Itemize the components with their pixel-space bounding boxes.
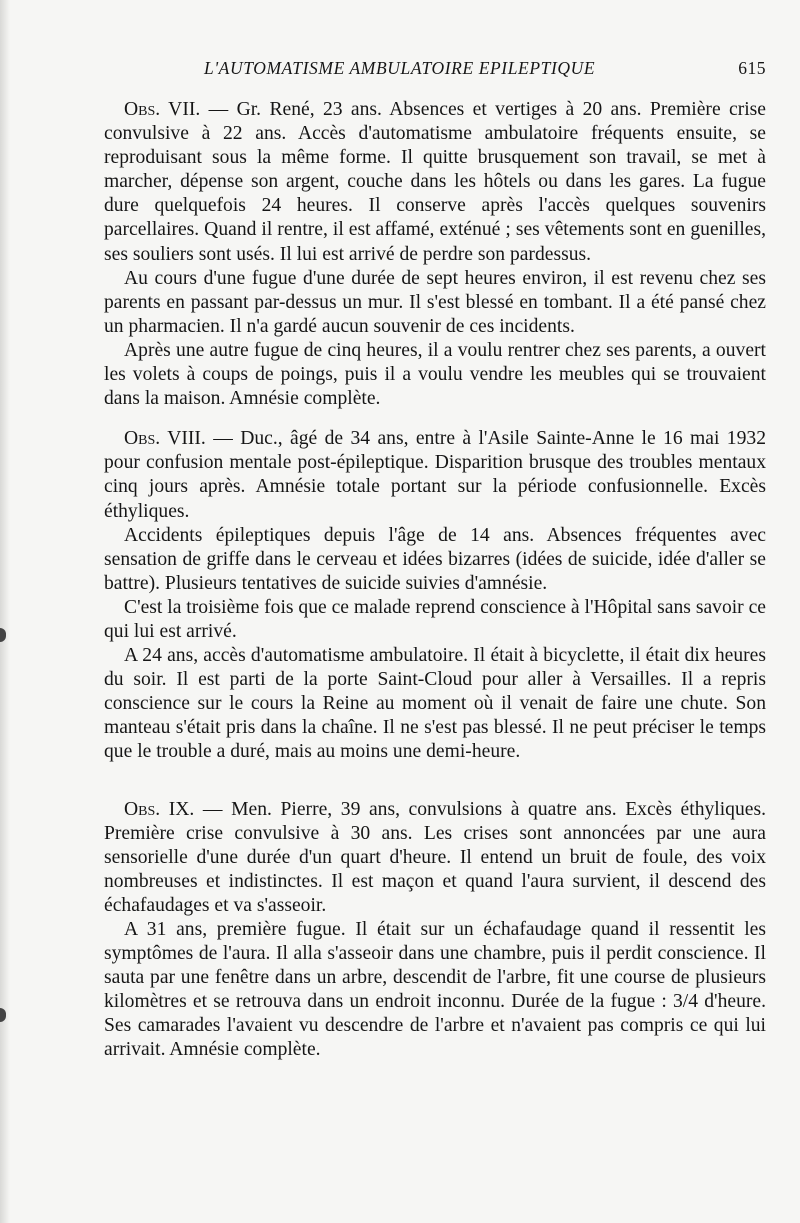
- paragraph-text: — Duc., âgé de 34 ans, entre à l'Asile Sainte-Anne le 16 mai 1932 pour confusion mentale post-épileptique. Disparition brusque des troubles mentaux cinq jours après. Amnésie totale portant sur la période confusionnelle. Excès éthyliques.: [104, 428, 766, 522]
- paragraph: Accidents épileptiques depuis l'âge de 14 ans. Absences fréquentes avec sensation de griffe dans le cerveau et idées bizarres (idées de suicide, idée d'aller se battre). Plusieurs tentatives de suicide suivies d'amnésie.: [104, 524, 766, 594]
- paragraph: A 31 ans, première fugue. Il était sur un échafaudage quand il ressentit les symptômes de l'aura. Il alla s'asseoir dans une chambre, puis il perdit conscience. Il sauta par une fenêtre dans un arbre, descendit de l'arbre, fit une course de plusieurs kilomètres et se retrouva dans un endroit inconnu. Durée de la fugue : 3/4 d'heure. Ses camarades l'avaient vu descendre de l'arbre et n'avaient pas compris ce qui lui arrivait. Amnésie complète.: [104, 919, 766, 1061]
- running-title: L'AUTOMATISME AMBULATOIRE EPILEPTIQUE: [204, 58, 596, 78]
- paragraph: C'est la troisième fois que ce malade reprend conscience à l'Hôpital sans savoir ce qui lui est arrivé.: [104, 596, 766, 642]
- paragraph-text: — Men. Pierre, 39 ans, convulsions à quatre ans. Excès éthyliques. Première crise convulsive à 30 ans. Les crises sont annoncées par une aura sensorielle d'une durée d'un quart d'heure. Il entend un bruit de foule, des voix nombreuses et indistinctes. Il est maçon et quand l'aura survient, il descend des échafaudages et va s'asseoir.: [104, 798, 766, 916]
- paragraph-text: — Gr. René, 23 ans. Absences et vertiges à 20 ans. Première crise convulsive à 22 ans. Accès d'automatisme ambulatoire fréquents ensuite, se reproduisant sous la même forme. Il quitte brusquement son travail, se met à marcher, dépense son argent, couche dans les hôtels ou dans les gares. La fugue dure quelquefois 24 heures. Il conserve après l'accès quelques souvenirs parcellaires. Quand il rentre, il est affamé, exténué ; ses vêtements sont en guenilles, ses souliers sont usés. Il lui est arrivé de perdre son pardessus.: [104, 99, 766, 265]
- section-gap: [104, 765, 766, 798]
- page-edge-shadow: [0, 0, 10, 1223]
- text-column: [104, 98, 766, 1063]
- paragraph: A 24 ans, accès d'automatisme ambulatoire. Il était à bicyclette, il était dix heures du soir. Il est parti de la porte Saint-Cloud pour aller à Versailles. Il a repris conscience sur le cours la Reine au moment où il venait de faire une chute. Son manteau s'était pris dans la chaîne. Il ne s'est pas blessé. Il ne peut préciser le temps que le trouble a duré, mais au moins une demi-heure.: [104, 645, 766, 763]
- page-header: [104, 58, 766, 84]
- paragraph: [104, 798, 766, 918]
- observation-label: Obs. VII.: [124, 99, 201, 120]
- paragraph: [104, 427, 766, 523]
- observation-label: Obs. VIII.: [124, 428, 206, 450]
- paragraph: Après une autre fugue de cinq heures, il a voulu rentrer chez ses parents, a ouvert les volets à coups de poings, puis il a voulu vendre les meubles qui se trouvaient dans la maison. Amnésie complète.: [104, 339, 766, 410]
- observation-9: [104, 798, 766, 1063]
- observation-8: [104, 427, 766, 764]
- section-gap: [104, 411, 766, 427]
- observation-label: Obs. IX.: [124, 798, 195, 820]
- observation-7: [104, 98, 766, 411]
- paragraph: [104, 98, 766, 267]
- page-number: 615: [738, 58, 766, 78]
- paragraph: Au cours d'une fugue d'une durée de sept heures environ, il est revenu chez ses parents en passant par-dessus un mur. Il s'est blessé en tombant. Il a été pansé chez un pharmacien. Il n'a gardé aucun souvenir de ces incidents.: [104, 267, 766, 337]
